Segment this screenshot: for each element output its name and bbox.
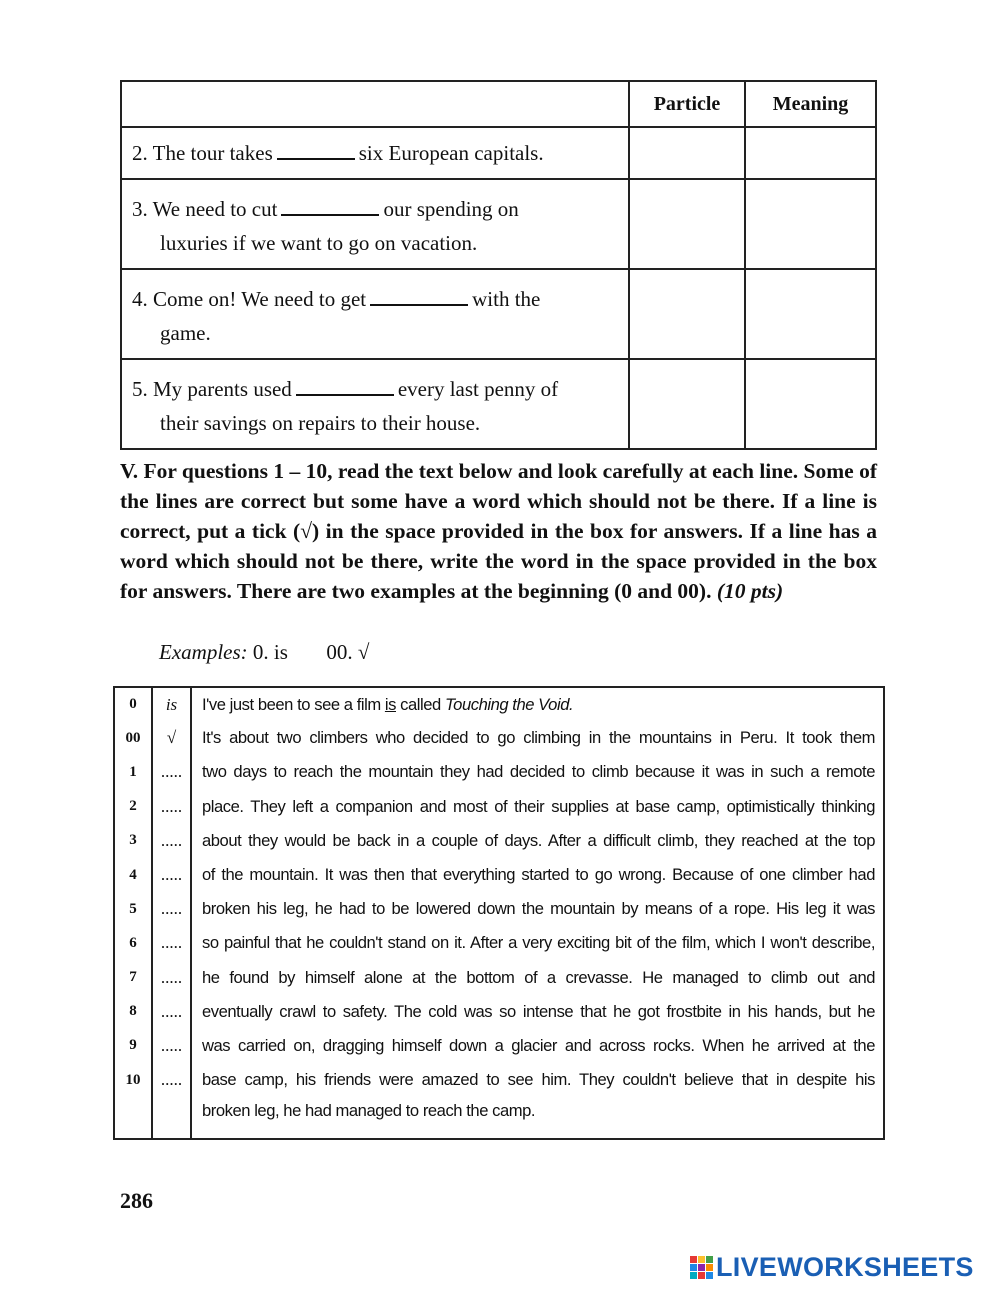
text-line-row — [114, 995, 884, 1029]
line-number: 0 — [114, 687, 152, 721]
particle-meaning-table — [120, 80, 877, 450]
question-text: with the — [472, 287, 541, 311]
question-text-cont: game. — [160, 321, 211, 345]
line-number: 6 — [114, 926, 152, 960]
film-title: Touching the Void. — [445, 694, 574, 714]
question-cell — [121, 359, 629, 449]
line-number — [114, 1097, 152, 1139]
text-line-row — [114, 858, 884, 892]
answer-input[interactable]: ..... — [152, 790, 191, 824]
answer-cell — [152, 1097, 191, 1139]
examples-line — [159, 640, 369, 665]
particle-answer-cell[interactable] — [629, 359, 745, 449]
line-text: place. They left a companion and most of their supplies at base camp, optimistically thinking — [191, 790, 884, 824]
question-text: our spending on — [383, 197, 519, 221]
question-text: six European capitals. — [358, 141, 544, 165]
answer-input[interactable]: ..... — [152, 824, 191, 858]
logo-square — [690, 1256, 697, 1263]
answer-cell: √ — [152, 721, 191, 755]
text-line-row — [114, 926, 884, 960]
answer-input[interactable]: ..... — [152, 1029, 191, 1063]
table-row — [121, 179, 876, 269]
reading-text-table — [113, 686, 885, 1140]
meaning-answer-cell[interactable] — [745, 359, 876, 449]
line-number: 4 — [114, 858, 152, 892]
text-line-row — [114, 961, 884, 995]
meaning-answer-cell[interactable] — [745, 269, 876, 359]
text-line-row — [114, 892, 884, 926]
particle-answer-cell[interactable] — [629, 179, 745, 269]
question-column-header — [121, 81, 629, 127]
line-text — [191, 687, 884, 721]
particle-column-header: Particle — [629, 81, 745, 127]
line-text: broken his leg, he had to be lowered down the mountain by means of a rope. His leg it was — [191, 892, 884, 926]
table-row — [121, 359, 876, 449]
instructions-text: V. For questions 1 – 10, read the text below and look carefully at each line. Some of the lines are correct but some have a word which should not be there. If a line is correct, put a tick (√) in the space provided in the box for answers. If a line has a word which should not be there, write the word in the space provided in the box for answers. There are two examples at the beginning (0 and 00). — [120, 459, 877, 603]
logo-square — [698, 1264, 705, 1271]
particle-answer-cell[interactable] — [629, 127, 745, 179]
meaning-column-header: Meaning — [745, 81, 876, 127]
line-number: 10 — [114, 1063, 152, 1097]
answer-input[interactable]: ..... — [152, 961, 191, 995]
question-text-cont: luxuries if we want to go on vacation. — [160, 231, 478, 255]
line-number: 3 — [114, 824, 152, 858]
answer-input[interactable]: ..... — [152, 755, 191, 789]
answer-input[interactable]: ..... — [152, 995, 191, 1029]
points-label: (10 pts) — [716, 579, 784, 603]
answer-blank[interactable] — [281, 198, 379, 216]
answer-input[interactable]: ..... — [152, 1063, 191, 1097]
text-line-row — [114, 1063, 884, 1097]
table-header-row — [121, 81, 876, 127]
question-text: 4. Come on! We need to get — [132, 287, 367, 311]
line-text: about they would be back in a couple of days. After a difficult climb, they reached at the top — [191, 824, 884, 858]
answer-blank[interactable] — [277, 142, 355, 160]
logo-square — [706, 1272, 713, 1279]
logo-grid-icon — [690, 1256, 713, 1279]
line-number: 2 — [114, 790, 152, 824]
answer-input[interactable]: ..... — [152, 926, 191, 960]
question-text: 3. We need to cut — [132, 197, 278, 221]
text-line-row — [114, 790, 884, 824]
page-number: 286 — [120, 1188, 153, 1213]
logo-square — [690, 1264, 697, 1271]
liveworksheets-logo — [690, 1252, 974, 1282]
example-2: 00. √ — [326, 640, 370, 664]
line-number: 5 — [114, 892, 152, 926]
line-text: so painful that he couldn't stand on it. After a very exciting bit of the film, which I won't describe, — [191, 926, 884, 960]
table-row — [121, 269, 876, 359]
section-v-instructions — [120, 456, 877, 606]
question-cell — [121, 269, 629, 359]
logo-square — [698, 1256, 705, 1263]
logo-text: LIVEWORKSHEETS — [716, 1251, 974, 1282]
answer-blank[interactable] — [370, 288, 468, 306]
line-text: of the mountain. It was then that everything started to go wrong. Because of one climber had — [191, 858, 884, 892]
line-text: base camp, his friends were amazed to see him. They couldn't believe that in despite his — [191, 1063, 884, 1097]
particle-answer-cell[interactable] — [629, 269, 745, 359]
table-row — [121, 127, 876, 179]
line-text: two days to reach the mountain they had decided to climb because it was in such a remote — [191, 755, 884, 789]
text-line-row — [114, 824, 884, 858]
question-cell — [121, 127, 629, 179]
line-text: eventually crawl to safety. The cold was so intense that he got frostbite in his hands, but he — [191, 995, 884, 1029]
line-text-part: I've just been to see a film — [202, 694, 381, 714]
text-line-row — [114, 1029, 884, 1063]
answer-input[interactable]: ..... — [152, 858, 191, 892]
line-text: was carried on, dragging himself down a glacier and across rocks. When he arrived at the — [191, 1029, 884, 1063]
line-text-part: called — [400, 694, 441, 714]
question-text-cont: their savings on repairs to their house. — [160, 411, 481, 435]
underlined-word: is — [384, 694, 396, 714]
logo-square — [706, 1264, 713, 1271]
question-text: every last penny of — [397, 377, 559, 401]
text-line-row — [114, 721, 884, 755]
answer-input[interactable]: ..... — [152, 892, 191, 926]
text-line-row — [114, 687, 884, 721]
example-1: 0. is — [252, 640, 288, 664]
logo-square — [706, 1256, 713, 1263]
line-text: he found by himself alone at the bottom of a crevasse. He managed to climb out and — [191, 961, 884, 995]
question-text: 2. The tour takes — [132, 141, 273, 165]
line-number: 00 — [114, 721, 152, 755]
text-line-row — [114, 1097, 884, 1139]
line-text: broken leg, he had managed to reach the camp. — [191, 1097, 884, 1139]
meaning-answer-cell[interactable] — [745, 127, 876, 179]
logo-square — [698, 1272, 705, 1279]
examples-label: Examples: — [159, 640, 248, 664]
question-text: 5. My parents used — [132, 377, 292, 401]
line-number: 7 — [114, 961, 152, 995]
line-number: 1 — [114, 755, 152, 789]
question-cell — [121, 179, 629, 269]
answer-blank[interactable] — [296, 378, 394, 396]
line-number: 9 — [114, 1029, 152, 1063]
line-number: 8 — [114, 995, 152, 1029]
text-line-row — [114, 755, 884, 789]
answer-cell: is — [152, 687, 191, 721]
meaning-answer-cell[interactable] — [745, 179, 876, 269]
line-text: It's about two climbers who decided to go climbing in the mountains in Peru. It took them — [191, 721, 884, 755]
logo-square — [690, 1272, 697, 1279]
